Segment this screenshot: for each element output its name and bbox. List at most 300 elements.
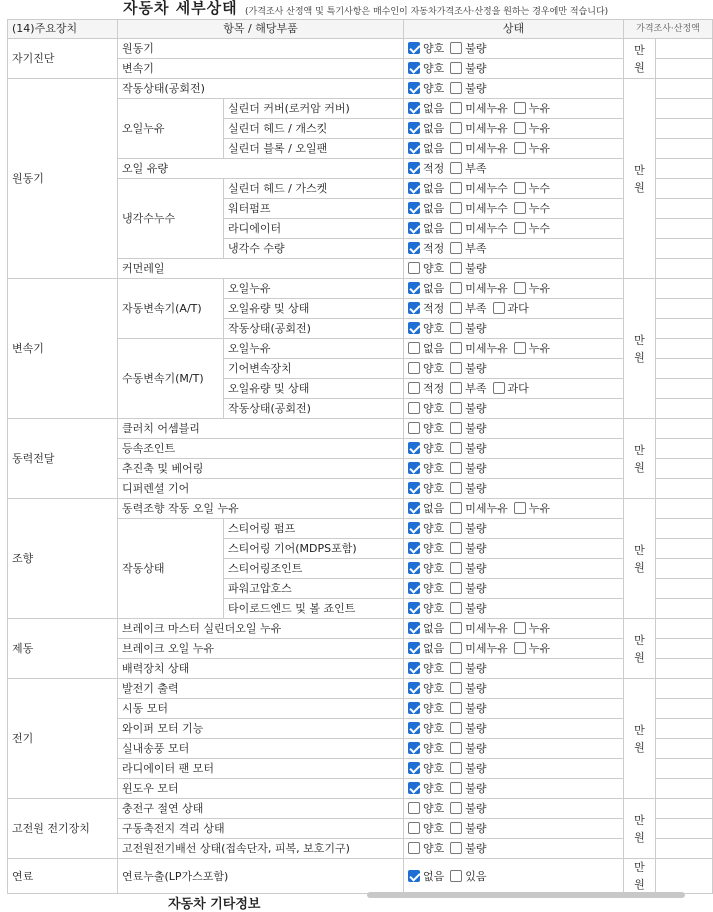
status-cell <box>404 699 624 719</box>
checkbox-icon[interactable] <box>514 282 526 294</box>
checkbox-icon[interactable] <box>450 682 462 694</box>
status-cell <box>404 239 624 259</box>
price-input-cell[interactable] <box>656 279 713 299</box>
status-option[interactable] <box>450 39 486 58</box>
price-input-cell[interactable] <box>656 179 713 199</box>
item-name: 작동상태(공회전) <box>118 79 404 99</box>
status-option[interactable] <box>408 579 444 598</box>
status-option-label: 양호 <box>423 442 445 455</box>
status-option[interactable] <box>408 239 444 258</box>
status-option[interactable] <box>450 79 486 98</box>
price-input-cell[interactable] <box>656 819 713 839</box>
status-cell <box>404 619 624 639</box>
checkbox-checked-icon[interactable] <box>408 282 420 294</box>
price-input-cell[interactable] <box>656 379 713 399</box>
status-option[interactable] <box>408 479 444 498</box>
checkbox-icon[interactable] <box>408 382 420 394</box>
checkbox-icon[interactable] <box>450 142 462 154</box>
checkbox-checked-icon[interactable] <box>408 602 420 614</box>
price-input-cell[interactable] <box>656 839 713 859</box>
price-input-cell[interactable] <box>656 139 713 159</box>
checkbox-icon[interactable] <box>408 802 420 814</box>
checkbox-checked-icon[interactable] <box>408 622 420 634</box>
status-option[interactable] <box>408 179 444 198</box>
inspection-table <box>7 19 713 894</box>
status-option[interactable] <box>450 459 486 478</box>
status-option-label: 없음 <box>423 282 445 295</box>
checkbox-icon[interactable] <box>450 482 462 494</box>
checkbox-icon[interactable] <box>514 642 526 654</box>
status-option[interactable] <box>450 179 508 198</box>
price-input-cell[interactable] <box>656 579 713 599</box>
status-option[interactable] <box>514 499 550 518</box>
checkbox-icon[interactable] <box>450 182 462 194</box>
status-option[interactable] <box>408 719 444 738</box>
status-option[interactable] <box>450 399 486 418</box>
price-input-cell[interactable] <box>656 499 713 519</box>
status-option[interactable] <box>450 679 486 698</box>
status-cell <box>404 339 624 359</box>
status-option[interactable] <box>408 779 444 798</box>
price-input-cell[interactable] <box>656 679 713 699</box>
status-option[interactable] <box>514 639 550 658</box>
status-option[interactable] <box>408 359 444 378</box>
status-option[interactable] <box>514 219 550 238</box>
status-option[interactable] <box>408 659 444 678</box>
price-input-cell[interactable] <box>656 39 713 59</box>
status-option[interactable] <box>450 159 486 178</box>
checkbox-icon[interactable] <box>450 422 462 434</box>
status-option[interactable] <box>408 219 444 238</box>
status-option[interactable] <box>450 479 486 498</box>
price-input-cell[interactable] <box>656 539 713 559</box>
checkbox-icon[interactable] <box>450 742 462 754</box>
status-option[interactable] <box>450 739 486 758</box>
status-option[interactable] <box>450 499 508 518</box>
checkbox-icon[interactable] <box>450 322 462 334</box>
status-option[interactable] <box>450 419 486 438</box>
checkbox-icon[interactable] <box>514 222 526 234</box>
status-option-label: 불량 <box>465 562 487 575</box>
checkbox-icon[interactable] <box>450 122 462 134</box>
checkbox-icon[interactable] <box>514 102 526 114</box>
price-input-cell[interactable] <box>656 699 713 719</box>
status-option[interactable] <box>450 99 508 118</box>
price-input-cell[interactable] <box>656 439 713 459</box>
price-input-cell[interactable] <box>656 219 713 239</box>
checkbox-checked-icon[interactable] <box>408 242 420 254</box>
status-option[interactable] <box>450 219 508 238</box>
status-option[interactable] <box>450 759 486 778</box>
checkbox-icon[interactable] <box>450 802 462 814</box>
status-option-label: 양호 <box>423 482 445 495</box>
price-input-cell[interactable] <box>656 159 713 179</box>
checkbox-icon[interactable] <box>450 662 462 674</box>
status-option[interactable] <box>408 619 444 638</box>
status-option[interactable] <box>450 867 486 886</box>
checkbox-checked-icon[interactable] <box>408 162 420 174</box>
price-input-cell[interactable] <box>656 559 713 579</box>
price-input-cell[interactable] <box>656 319 713 339</box>
status-option[interactable] <box>514 119 550 138</box>
price-input-cell[interactable] <box>656 659 713 679</box>
price-input-cell[interactable] <box>656 339 713 359</box>
checkbox-icon[interactable] <box>450 462 462 474</box>
status-option-label: 불량 <box>465 542 487 555</box>
checkbox-icon[interactable] <box>450 842 462 854</box>
status-option[interactable] <box>450 239 486 258</box>
checkbox-checked-icon[interactable] <box>408 122 420 134</box>
status-option[interactable] <box>450 779 486 798</box>
status-option[interactable] <box>408 519 444 538</box>
status-option[interactable] <box>493 379 529 398</box>
checkbox-icon[interactable] <box>408 842 420 854</box>
status-option-label: 미세누수 <box>465 182 508 195</box>
status-cell <box>404 259 624 279</box>
checkbox-checked-icon[interactable] <box>408 702 420 714</box>
status-option[interactable] <box>450 819 486 838</box>
checkbox-checked-icon[interactable] <box>408 782 420 794</box>
status-option-label: 불량 <box>465 582 487 595</box>
checkbox-icon[interactable] <box>450 542 462 554</box>
checkbox-icon[interactable] <box>450 262 462 274</box>
status-cell <box>404 759 624 779</box>
price-input-cell[interactable] <box>656 259 713 279</box>
checkbox-icon[interactable] <box>450 202 462 214</box>
checkbox-icon[interactable] <box>450 82 462 94</box>
status-option-label: 부족 <box>465 242 487 255</box>
item-name: 오일누유 <box>118 99 224 159</box>
status-option-label: 불량 <box>465 482 487 495</box>
checkbox-icon[interactable] <box>493 302 505 314</box>
checkbox-icon[interactable] <box>450 522 462 534</box>
checkbox-checked-icon[interactable] <box>408 562 420 574</box>
sub-item-name: 파워고압호스 <box>224 579 404 599</box>
status-option[interactable] <box>408 539 444 558</box>
status-option[interactable] <box>450 519 486 538</box>
status-option[interactable] <box>408 79 444 98</box>
status-option[interactable] <box>408 399 444 418</box>
checkbox-icon[interactable] <box>450 502 462 514</box>
checkbox-icon[interactable] <box>450 622 462 634</box>
checkbox-icon[interactable] <box>514 142 526 154</box>
status-cell <box>404 599 624 619</box>
checkbox-icon[interactable] <box>514 622 526 634</box>
table-row <box>8 39 713 59</box>
status-option[interactable] <box>408 867 444 886</box>
checkbox-icon[interactable] <box>450 402 462 414</box>
checkbox-icon[interactable] <box>408 422 420 434</box>
status-option[interactable] <box>450 279 508 298</box>
price-input-cell[interactable] <box>656 639 713 659</box>
sub-item-name: 작동상태(공회전) <box>224 319 404 339</box>
checkbox-checked-icon[interactable] <box>408 482 420 494</box>
status-option[interactable] <box>408 159 444 178</box>
status-option[interactable] <box>514 279 550 298</box>
status-option[interactable] <box>450 619 508 638</box>
price-unit: 만 원 <box>624 499 656 619</box>
status-option[interactable] <box>514 199 550 218</box>
price-input-cell[interactable] <box>656 419 713 439</box>
status-option[interactable] <box>514 139 550 158</box>
checkbox-icon[interactable] <box>408 262 420 274</box>
item-name: 라디에이터 팬 모터 <box>118 759 404 779</box>
status-option[interactable] <box>408 419 444 438</box>
checkbox-checked-icon[interactable] <box>408 582 420 594</box>
item-name: 클러치 어셈블리 <box>118 419 404 439</box>
checkbox-checked-icon[interactable] <box>408 442 420 454</box>
checkbox-checked-icon[interactable] <box>408 142 420 154</box>
status-option[interactable] <box>408 819 444 838</box>
checkbox-icon[interactable] <box>450 782 462 794</box>
status-option[interactable] <box>408 99 444 118</box>
status-option[interactable] <box>450 59 486 78</box>
item-name: 자동변속기(A/T) <box>118 279 224 339</box>
status-cell <box>404 419 624 439</box>
status-option[interactable] <box>450 319 486 338</box>
price-input-cell[interactable] <box>656 859 713 894</box>
status-option[interactable] <box>450 839 486 858</box>
status-option[interactable] <box>408 639 444 658</box>
section-name: 조향 <box>8 499 118 619</box>
checkbox-checked-icon[interactable] <box>408 722 420 734</box>
status-option[interactable] <box>408 339 444 358</box>
status-option-label: 불량 <box>465 802 487 815</box>
status-option[interactable] <box>450 599 486 618</box>
section-name: 전기 <box>8 679 118 799</box>
status-option-label: 없음 <box>423 122 445 135</box>
price-input-cell[interactable] <box>656 759 713 779</box>
header-category: (14)주요장치 <box>8 20 118 39</box>
status-option[interactable] <box>450 539 486 558</box>
checkbox-icon[interactable] <box>450 102 462 114</box>
price-input-cell[interactable] <box>656 519 713 539</box>
checkbox-checked-icon[interactable] <box>408 682 420 694</box>
status-option-label: 미세누유 <box>465 502 508 515</box>
status-option[interactable] <box>450 659 486 678</box>
status-option[interactable] <box>408 839 444 858</box>
checkbox-icon[interactable] <box>450 870 462 882</box>
checkbox-icon[interactable] <box>408 822 420 834</box>
sub-item-name: 스티어링 기어(MDPS포함) <box>224 539 404 559</box>
checkbox-icon[interactable] <box>514 502 526 514</box>
checkbox-checked-icon[interactable] <box>408 870 420 882</box>
checkbox-checked-icon[interactable] <box>408 522 420 534</box>
price-input-cell[interactable] <box>656 799 713 819</box>
price-input-cell[interactable] <box>656 619 713 639</box>
checkbox-icon[interactable] <box>450 722 462 734</box>
checkbox-checked-icon[interactable] <box>408 742 420 754</box>
status-option[interactable] <box>408 199 444 218</box>
price-input-cell[interactable] <box>656 739 713 759</box>
checkbox-icon[interactable] <box>450 162 462 174</box>
price-input-cell[interactable] <box>656 239 713 259</box>
checkbox-icon[interactable] <box>450 382 462 394</box>
checkbox-checked-icon[interactable] <box>408 62 420 74</box>
checkbox-checked-icon[interactable] <box>408 502 420 514</box>
status-option-label: 누유 <box>528 622 551 635</box>
horizontal-scrollbar[interactable] <box>367 892 685 898</box>
status-option[interactable] <box>408 739 444 758</box>
checkbox-checked-icon[interactable] <box>408 302 420 314</box>
checkbox-checked-icon[interactable] <box>408 322 420 334</box>
status-option[interactable] <box>408 379 444 398</box>
status-option[interactable] <box>450 379 486 398</box>
status-option[interactable] <box>408 319 444 338</box>
sub-item-name: 기어변속장치 <box>224 359 404 379</box>
sub-item-name: 오일누유 <box>224 279 404 299</box>
price-input-cell[interactable] <box>656 359 713 379</box>
price-unit: 만 원 <box>624 799 656 859</box>
status-option[interactable] <box>450 139 508 158</box>
item-name: 브레이크 오일 누유 <box>118 639 404 659</box>
checkbox-icon[interactable] <box>450 302 462 314</box>
checkbox-checked-icon[interactable] <box>408 222 420 234</box>
checkbox-icon[interactable] <box>408 362 420 374</box>
checkbox-icon[interactable] <box>450 242 462 254</box>
checkbox-checked-icon[interactable] <box>408 42 420 54</box>
status-option-label: 불량 <box>465 42 487 55</box>
checkbox-icon[interactable] <box>408 342 420 354</box>
checkbox-icon[interactable] <box>450 582 462 594</box>
status-option[interactable] <box>408 559 444 578</box>
price-unit: 만 원 <box>624 39 656 79</box>
checkbox-checked-icon[interactable] <box>408 662 420 674</box>
item-name: 윈도우 모터 <box>118 779 404 799</box>
status-option[interactable] <box>408 699 444 718</box>
checkbox-icon[interactable] <box>450 62 462 74</box>
status-option[interactable] <box>450 559 486 578</box>
checkbox-checked-icon[interactable] <box>408 642 420 654</box>
checkbox-checked-icon[interactable] <box>408 542 420 554</box>
status-option[interactable] <box>408 119 444 138</box>
section-name: 자기진단 <box>8 39 118 79</box>
checkbox-icon[interactable] <box>514 342 526 354</box>
status-option[interactable] <box>450 799 486 818</box>
section-title <box>0 0 685 19</box>
status-option[interactable] <box>514 339 550 358</box>
status-option[interactable] <box>408 459 444 478</box>
status-option[interactable] <box>408 759 444 778</box>
status-option[interactable] <box>450 579 486 598</box>
status-option-label: 없음 <box>423 222 445 235</box>
checkbox-checked-icon[interactable] <box>408 182 420 194</box>
status-option[interactable] <box>408 799 444 818</box>
status-cell <box>404 859 624 894</box>
status-option[interactable] <box>450 299 486 318</box>
status-option[interactable] <box>450 699 486 718</box>
status-option-label: 불량 <box>465 322 487 335</box>
checkbox-icon[interactable] <box>493 382 505 394</box>
status-option[interactable] <box>450 439 486 458</box>
status-option[interactable] <box>450 339 508 358</box>
status-option[interactable] <box>408 279 444 298</box>
status-option[interactable] <box>514 179 550 198</box>
checkbox-icon[interactable] <box>450 222 462 234</box>
status-option[interactable] <box>408 139 444 158</box>
item-name: 추진축 및 베어링 <box>118 459 404 479</box>
checkbox-checked-icon[interactable] <box>408 82 420 94</box>
checkbox-icon[interactable] <box>450 822 462 834</box>
checkbox-icon[interactable] <box>450 362 462 374</box>
checkbox-checked-icon[interactable] <box>408 202 420 214</box>
header-status: 상태 <box>404 20 624 39</box>
status-option[interactable] <box>514 99 550 118</box>
status-option[interactable] <box>450 719 486 738</box>
status-option-label: 불량 <box>465 722 487 735</box>
status-option[interactable] <box>408 599 444 618</box>
sub-item-name: 워터펌프 <box>224 199 404 219</box>
status-option-label: 부족 <box>465 302 487 315</box>
status-option[interactable] <box>493 299 529 318</box>
price-input-cell[interactable] <box>656 59 713 79</box>
status-option[interactable] <box>408 59 444 78</box>
status-option[interactable] <box>450 639 508 658</box>
status-option-label: 없음 <box>423 142 445 155</box>
checkbox-icon[interactable] <box>450 642 462 654</box>
price-input-cell[interactable] <box>656 299 713 319</box>
price-input-cell[interactable] <box>656 199 713 219</box>
checkbox-checked-icon[interactable] <box>408 102 420 114</box>
price-input-cell[interactable] <box>656 479 713 499</box>
section-name: 동력전달 <box>8 419 118 499</box>
status-option[interactable] <box>450 259 486 278</box>
checkbox-icon[interactable] <box>450 562 462 574</box>
checkbox-checked-icon[interactable] <box>408 762 420 774</box>
price-input-cell[interactable] <box>656 79 713 99</box>
price-input-cell[interactable] <box>656 119 713 139</box>
checkbox-icon[interactable] <box>450 42 462 54</box>
checkbox-icon[interactable] <box>450 282 462 294</box>
checkbox-icon[interactable] <box>450 762 462 774</box>
checkbox-icon[interactable] <box>450 602 462 614</box>
price-input-cell[interactable] <box>656 599 713 619</box>
price-input-cell[interactable] <box>656 719 713 739</box>
status-option[interactable] <box>408 679 444 698</box>
status-option[interactable] <box>408 439 444 458</box>
price-input-cell[interactable] <box>656 99 713 119</box>
checkbox-icon[interactable] <box>514 202 526 214</box>
status-option[interactable] <box>450 199 508 218</box>
checkbox-icon[interactable] <box>514 182 526 194</box>
table-body <box>8 39 713 894</box>
status-option[interactable] <box>408 39 444 58</box>
status-option-label: 양호 <box>423 462 445 475</box>
status-option-label: 과다 <box>507 382 529 395</box>
item-name: 등속조인트 <box>118 439 404 459</box>
checkbox-icon[interactable] <box>450 702 462 714</box>
checkbox-icon[interactable] <box>450 442 462 454</box>
status-option-label: 양호 <box>423 562 445 575</box>
price-input-cell[interactable] <box>656 399 713 419</box>
price-input-cell[interactable] <box>656 459 713 479</box>
checkbox-icon[interactable] <box>450 342 462 354</box>
status-option-label: 불량 <box>465 422 487 435</box>
status-option[interactable] <box>408 299 444 318</box>
status-option[interactable] <box>408 259 444 278</box>
price-unit: 만 원 <box>624 619 656 679</box>
checkbox-icon[interactable] <box>408 402 420 414</box>
checkbox-icon[interactable] <box>514 122 526 134</box>
item-name: 수동변속기(M/T) <box>118 339 224 419</box>
status-option[interactable] <box>514 619 550 638</box>
status-option[interactable] <box>408 499 444 518</box>
status-option[interactable] <box>450 359 486 378</box>
price-input-cell[interactable] <box>656 779 713 799</box>
status-option[interactable] <box>450 119 508 138</box>
checkbox-checked-icon[interactable] <box>408 462 420 474</box>
status-option-label: 누수 <box>528 182 551 195</box>
